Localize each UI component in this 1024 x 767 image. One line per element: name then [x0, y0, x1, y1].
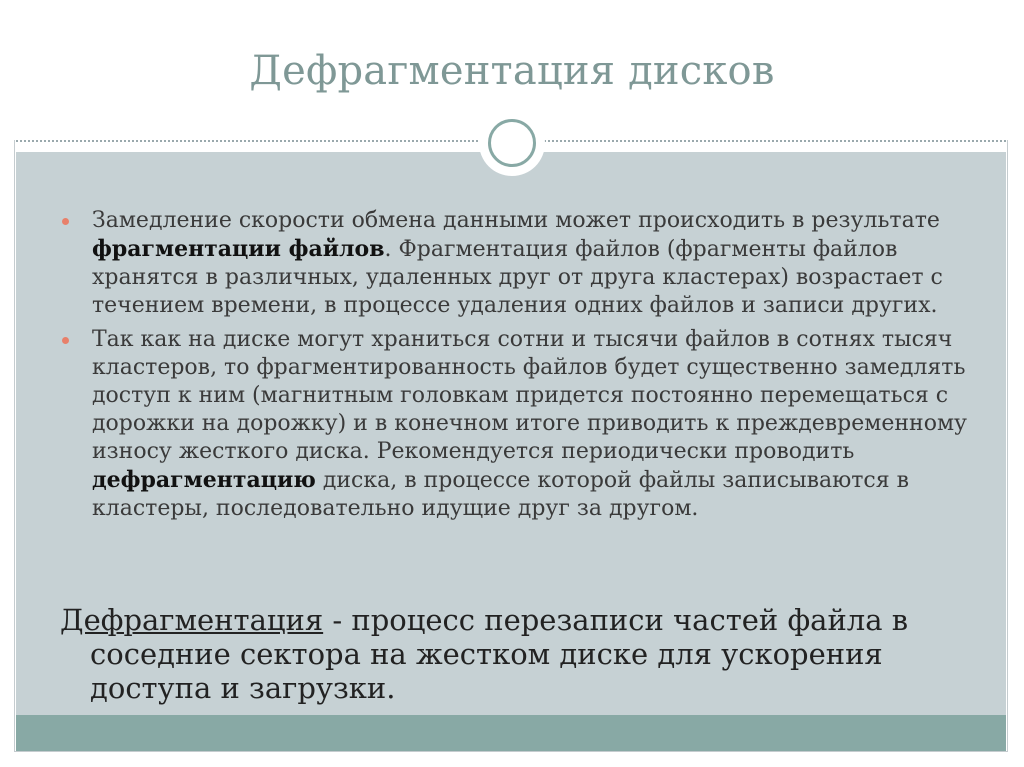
definition-line1: - процесс перезаписи частей файла в — [323, 603, 909, 637]
bullet-item-fragmentation — [58, 207, 988, 320]
definition-term: Дефрагментация — [60, 603, 324, 637]
slide-title: Дефрагментация дисков — [249, 48, 775, 94]
bullet2-text: Так как на диске могут храниться сотни и тысячи файлов в сотнях тысяч кластеров, то фрагментированность файлов будет существенно замедлять доступ к ним (магнитным головкам придется постоянно перемещаться с дорожки на дорожку) и в конечном итоге приводить к преждевременному износу жесткого диска. Рекомендуется периодически проводить — [92, 327, 968, 464]
bullet-dot-icon — [62, 218, 69, 225]
bullet2-text-end: диска, в процессе которой файлы записываются в кластеры, последовательно идущие друг за другом. — [92, 468, 909, 521]
bullet1-text: Замедление скорости обмена данными может происходить в результате — [92, 208, 940, 233]
bullet-dot-icon — [62, 337, 69, 344]
bullet2-bold: дефрагментацию — [92, 467, 316, 493]
definition-block — [60, 603, 960, 705]
ring-icon — [488, 119, 536, 167]
bullet-list — [58, 207, 988, 529]
bullet-item-defragmentation — [58, 326, 988, 523]
bullet1-text-end: . Фрагментация файлов (фрагменты файлов хранятся в различных, удаленных друг от друга кластерах) возрастает с течением времени, в процессе удаления одних файлов и записи других. — [92, 237, 943, 318]
footer-band — [16, 715, 1006, 751]
bullet1-bold: фрагментации файлов — [92, 236, 385, 262]
definition-continuation: соседние сектора на жестком диске для ускорения доступа и загрузки. — [90, 637, 883, 705]
